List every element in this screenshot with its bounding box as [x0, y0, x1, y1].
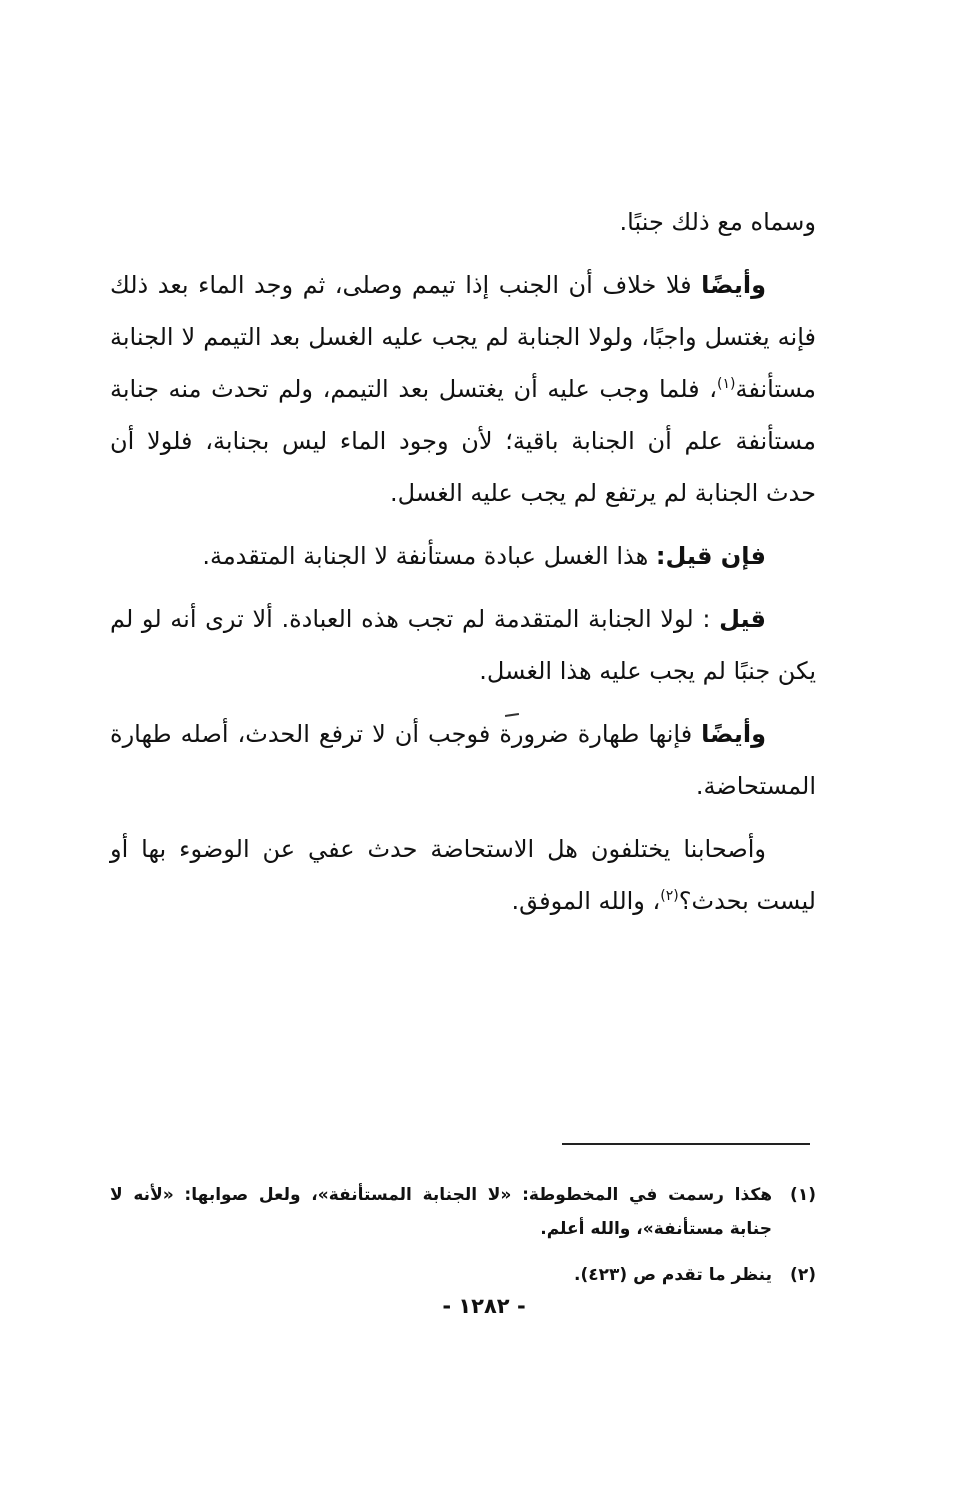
paragraph-text: فإنها طهارة ضرورة فوجب أن لا ترفع الحدث، أصله طهارة المستحاضة. [110, 720, 816, 800]
paragraph-1 [110, 196, 816, 248]
paragraph-lead: وأيضًا [701, 271, 766, 299]
footnote-reference-2[interactable]: (٢) [660, 888, 679, 904]
paragraph-text-continued: ، والله الموفق. [511, 887, 661, 915]
main-text [110, 196, 816, 938]
footnote-text: هكذا رسمت في المخطوطة: «لا الجنابة المستأنفة»، ولعل صوابها: «لأنه لا جنابة مستأنفة»، والله أعلم. [110, 1185, 772, 1239]
paragraph-5 [110, 708, 816, 812]
page-number: - ١٢٨٢ - [442, 1294, 526, 1318]
paragraph-lead: قيل [719, 605, 766, 633]
footnote-divider [562, 1143, 810, 1145]
paragraph-4 [110, 593, 816, 697]
footnote-number: (١) [790, 1185, 816, 1205]
paragraph-text: وأصحابنا يختلفون هل الاستحاضة حدث عفي عن الوضوء بها أو ليست بحدث؟ [110, 835, 816, 915]
footnote-1 [110, 1178, 816, 1246]
footnote-number: (٢) [790, 1265, 816, 1285]
paragraph-lead: فإن قيل: [655, 542, 766, 570]
paragraph-text: فلا خلاف أن الجنب إذا تيمم وصلى، ثم وجد الماء بعد ذلك فإنه يغتسل واجبًا، ولولا الجنابة لم يجب عليه الغسل بعد التيمم لا الجنابة مستأنفة [110, 271, 816, 403]
paragraph-2 [110, 259, 816, 519]
paragraph-lead: وأيضًا [701, 720, 766, 748]
paragraph-text: وسماه مع ذلك جنبًا. [619, 208, 816, 236]
footnote-reference-1[interactable]: (١) [717, 376, 736, 392]
footnotes [110, 1178, 816, 1304]
paragraph-text-continued: ، فلما وجب عليه أن يغتسل بعد التيمم، ولم تحدث منه جنابة مستأنفة علم أن الجنابة باقية؛ لأن وجود الماء ليس بجنابة، فلولا أن حدث الجنابة لم يرتفع لم يجب عليه الغسل. [110, 375, 816, 507]
paragraph-3 [110, 530, 816, 582]
footnote-2 [110, 1258, 816, 1292]
paragraph-text: : لولا الجنابة المتقدمة لم تجب هذه العبادة. ألا ترى أنه لو لم يكن جنبًا لم يجب عليه هذا الغسل. [110, 605, 816, 685]
paragraph-6 [110, 823, 816, 927]
paragraph-text: هذا الغسل عبادة مستأنفة لا الجنابة المتقدمة. [202, 542, 656, 570]
footnote-text: ينظر ما تقدم ص (٤٢٣). [574, 1265, 772, 1285]
